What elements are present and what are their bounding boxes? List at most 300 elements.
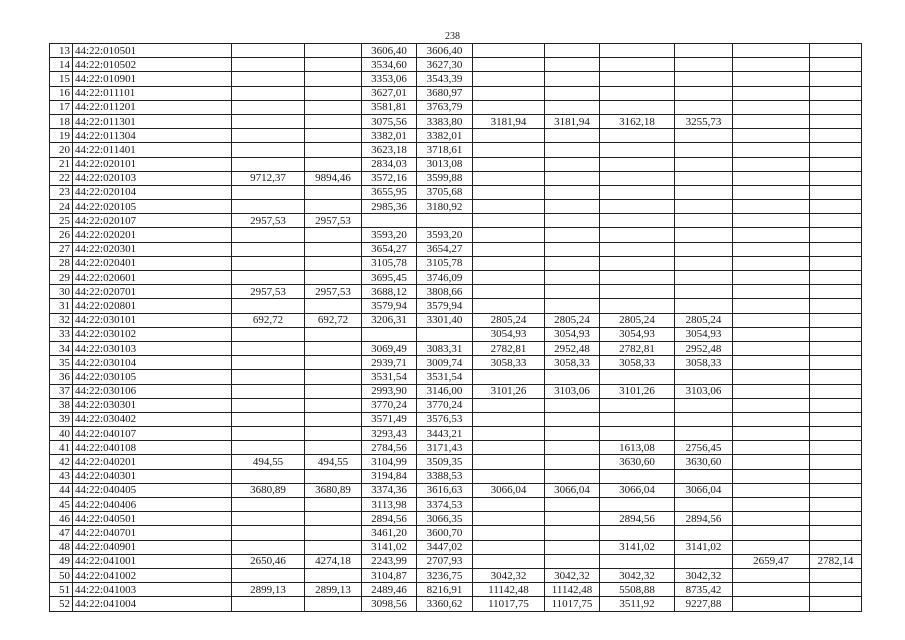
- value-cell: [473, 256, 545, 270]
- value-cell: [545, 58, 600, 72]
- value-cell: [417, 327, 473, 341]
- value-cell: 3627,30: [417, 58, 473, 72]
- cadastral-code: 44:22:020107: [73, 214, 232, 228]
- table-row: [50, 327, 862, 341]
- value-cell: [810, 441, 862, 455]
- cadastral-code: 44:22:041001: [73, 554, 232, 568]
- value-cell: 3009,74: [417, 356, 473, 370]
- value-cell: 494,55: [232, 455, 305, 469]
- value-cell: 2957,53: [232, 285, 305, 299]
- row-number: 20: [50, 143, 73, 157]
- value-cell: 3069,49: [362, 341, 417, 355]
- value-cell: 494,55: [305, 455, 362, 469]
- value-cell: [600, 58, 675, 72]
- table-row: [50, 568, 862, 582]
- value-cell: 3054,93: [600, 327, 675, 341]
- value-cell: 3141,02: [675, 540, 733, 554]
- value-cell: [545, 185, 600, 199]
- value-cell: [305, 370, 362, 384]
- cadastral-code: 44:22:020104: [73, 185, 232, 199]
- value-cell: [675, 171, 733, 185]
- value-cell: [232, 370, 305, 384]
- value-cell: 3616,63: [417, 483, 473, 497]
- value-cell: 3066,04: [545, 483, 600, 497]
- value-cell: 3531,54: [417, 370, 473, 384]
- table-row: [50, 498, 862, 512]
- row-number: 30: [50, 285, 73, 299]
- table-body: [50, 44, 862, 612]
- value-cell: [473, 498, 545, 512]
- value-cell: [675, 143, 733, 157]
- value-cell: 2899,13: [232, 583, 305, 597]
- value-cell: 3058,33: [675, 356, 733, 370]
- table-row: [50, 540, 862, 554]
- value-cell: 3374,36: [362, 483, 417, 497]
- value-cell: 3360,62: [417, 597, 473, 611]
- value-cell: [305, 114, 362, 128]
- value-cell: [810, 526, 862, 540]
- value-cell: 9227,88: [675, 597, 733, 611]
- cadastral-code: 44:22:030106: [73, 384, 232, 398]
- value-cell: [232, 100, 305, 114]
- value-cell: [600, 398, 675, 412]
- value-cell: [232, 72, 305, 86]
- value-cell: [600, 285, 675, 299]
- data-table: [49, 43, 862, 612]
- value-cell: 2707,93: [417, 554, 473, 568]
- cadastral-code: 44:22:040501: [73, 512, 232, 526]
- value-cell: 3058,33: [473, 356, 545, 370]
- table-row: [50, 171, 862, 185]
- value-cell: [675, 100, 733, 114]
- value-cell: [810, 256, 862, 270]
- value-cell: [733, 441, 810, 455]
- value-cell: 3113,98: [362, 498, 417, 512]
- row-number: 14: [50, 58, 73, 72]
- table-row: [50, 412, 862, 426]
- value-cell: [810, 185, 862, 199]
- value-cell: [473, 129, 545, 143]
- value-cell: [305, 185, 362, 199]
- cadastral-code: 44:22:041003: [73, 583, 232, 597]
- value-cell: [675, 498, 733, 512]
- row-number: 46: [50, 512, 73, 526]
- value-cell: [473, 412, 545, 426]
- value-cell: 3531,54: [362, 370, 417, 384]
- value-cell: [675, 370, 733, 384]
- value-cell: [600, 72, 675, 86]
- value-cell: [733, 526, 810, 540]
- value-cell: 3511,92: [600, 597, 675, 611]
- row-number: 24: [50, 200, 73, 214]
- row-number: 28: [50, 256, 73, 270]
- value-cell: [473, 285, 545, 299]
- value-cell: [675, 412, 733, 426]
- value-cell: [232, 356, 305, 370]
- cadastral-code: 44:22:011304: [73, 129, 232, 143]
- value-cell: 3098,56: [362, 597, 417, 611]
- table-row: [50, 526, 862, 540]
- value-cell: [600, 271, 675, 285]
- value-cell: [473, 540, 545, 554]
- table-row: [50, 58, 862, 72]
- value-cell: 3655,95: [362, 185, 417, 199]
- value-cell: [810, 384, 862, 398]
- value-cell: 3623,18: [362, 143, 417, 157]
- value-cell: 3083,31: [417, 341, 473, 355]
- value-cell: [810, 44, 862, 58]
- value-cell: 3579,94: [417, 299, 473, 313]
- value-cell: [232, 568, 305, 582]
- row-number: 48: [50, 540, 73, 554]
- cadastral-code: 44:22:040201: [73, 455, 232, 469]
- value-cell: [733, 129, 810, 143]
- value-cell: [473, 469, 545, 483]
- value-cell: 2957,53: [305, 214, 362, 228]
- value-cell: [545, 526, 600, 540]
- value-cell: [473, 228, 545, 242]
- value-cell: [675, 200, 733, 214]
- value-cell: [232, 256, 305, 270]
- value-cell: [232, 185, 305, 199]
- value-cell: [473, 455, 545, 469]
- row-number: 25: [50, 214, 73, 228]
- value-cell: 2782,81: [600, 341, 675, 355]
- value-cell: 3374,53: [417, 498, 473, 512]
- value-cell: 2952,48: [545, 341, 600, 355]
- value-cell: [600, 214, 675, 228]
- value-cell: 2756,45: [675, 441, 733, 455]
- value-cell: 3236,75: [417, 568, 473, 582]
- value-cell: [733, 398, 810, 412]
- value-cell: [232, 86, 305, 100]
- value-cell: 3353,06: [362, 72, 417, 86]
- row-number: 42: [50, 455, 73, 469]
- value-cell: [305, 384, 362, 398]
- value-cell: [305, 200, 362, 214]
- value-cell: 3808,66: [417, 285, 473, 299]
- value-cell: [473, 441, 545, 455]
- row-number: 22: [50, 171, 73, 185]
- value-cell: [600, 242, 675, 256]
- value-cell: [232, 299, 305, 313]
- value-cell: 3593,20: [362, 228, 417, 242]
- value-cell: [810, 214, 862, 228]
- value-cell: 3101,26: [473, 384, 545, 398]
- value-cell: [600, 228, 675, 242]
- value-cell: 2939,71: [362, 356, 417, 370]
- value-cell: [810, 398, 862, 412]
- value-cell: 3770,24: [362, 398, 417, 412]
- table-row: [50, 256, 862, 270]
- value-cell: [305, 568, 362, 582]
- value-cell: 1613,08: [600, 441, 675, 455]
- value-cell: [733, 356, 810, 370]
- value-cell: [600, 299, 675, 313]
- value-cell: 11142,48: [545, 583, 600, 597]
- value-cell: 3180,92: [417, 200, 473, 214]
- value-cell: [305, 299, 362, 313]
- value-cell: [733, 341, 810, 355]
- value-cell: [733, 157, 810, 171]
- value-cell: 3054,93: [545, 327, 600, 341]
- value-cell: [545, 256, 600, 270]
- value-cell: [305, 86, 362, 100]
- cadastral-code: 44:22:010502: [73, 58, 232, 72]
- value-cell: [305, 427, 362, 441]
- value-cell: [733, 285, 810, 299]
- value-cell: [545, 143, 600, 157]
- value-cell: [545, 157, 600, 171]
- table-row: [50, 72, 862, 86]
- cadastral-code: 44:22:040108: [73, 441, 232, 455]
- table-row: [50, 341, 862, 355]
- value-cell: [810, 100, 862, 114]
- row-number: 26: [50, 228, 73, 242]
- value-cell: [232, 498, 305, 512]
- table-row: [50, 597, 862, 611]
- value-cell: 3103,06: [545, 384, 600, 398]
- value-cell: [473, 526, 545, 540]
- value-cell: [733, 327, 810, 341]
- value-cell: [675, 256, 733, 270]
- value-cell: 3293,43: [362, 427, 417, 441]
- cadastral-code: 44:22:030402: [73, 412, 232, 426]
- row-number: 18: [50, 114, 73, 128]
- value-cell: 11017,75: [473, 597, 545, 611]
- value-cell: [810, 271, 862, 285]
- table-row: [50, 86, 862, 100]
- value-cell: [810, 228, 862, 242]
- value-cell: 3382,01: [417, 129, 473, 143]
- value-cell: [733, 58, 810, 72]
- value-cell: [232, 44, 305, 58]
- value-cell: [473, 427, 545, 441]
- value-cell: [473, 271, 545, 285]
- row-number: 51: [50, 583, 73, 597]
- value-cell: [600, 256, 675, 270]
- value-cell: [305, 242, 362, 256]
- cadastral-code: 44:22:040405: [73, 483, 232, 497]
- row-number: 38: [50, 398, 73, 412]
- value-cell: 3630,60: [600, 455, 675, 469]
- value-cell: [675, 242, 733, 256]
- value-cell: [545, 44, 600, 58]
- cadastral-code: 44:22:030104: [73, 356, 232, 370]
- row-number: 40: [50, 427, 73, 441]
- value-cell: 2659,47: [733, 554, 810, 568]
- value-cell: 3042,32: [600, 568, 675, 582]
- value-cell: 3599,88: [417, 171, 473, 185]
- cadastral-code: 44:22:020105: [73, 200, 232, 214]
- value-cell: [305, 498, 362, 512]
- value-cell: 3627,01: [362, 86, 417, 100]
- value-cell: [305, 469, 362, 483]
- value-cell: [232, 412, 305, 426]
- value-cell: 3042,32: [473, 568, 545, 582]
- value-cell: [545, 370, 600, 384]
- value-cell: [810, 341, 862, 355]
- value-cell: [600, 157, 675, 171]
- table-row: [50, 583, 862, 597]
- value-cell: 2243,99: [362, 554, 417, 568]
- value-cell: 3746,09: [417, 271, 473, 285]
- cadastral-code: 44:22:030101: [73, 313, 232, 327]
- value-cell: [232, 512, 305, 526]
- cadastral-code: 44:22:020401: [73, 256, 232, 270]
- value-cell: 3141,02: [600, 540, 675, 554]
- value-cell: 3600,70: [417, 526, 473, 540]
- table-row: [50, 157, 862, 171]
- value-cell: [733, 469, 810, 483]
- value-cell: 3576,53: [417, 412, 473, 426]
- value-cell: [545, 554, 600, 568]
- table-row: [50, 427, 862, 441]
- table-row: [50, 129, 862, 143]
- value-cell: [810, 412, 862, 426]
- value-cell: [545, 129, 600, 143]
- value-cell: 2899,13: [305, 583, 362, 597]
- value-cell: [733, 412, 810, 426]
- value-cell: [810, 469, 862, 483]
- value-cell: 3695,45: [362, 271, 417, 285]
- table-row: [50, 228, 862, 242]
- value-cell: [810, 483, 862, 497]
- value-cell: [545, 455, 600, 469]
- cadastral-code: 44:22:041004: [73, 597, 232, 611]
- value-cell: [305, 597, 362, 611]
- value-cell: [600, 554, 675, 568]
- cadastral-code: 44:22:030102: [73, 327, 232, 341]
- value-cell: [675, 72, 733, 86]
- value-cell: [305, 271, 362, 285]
- value-cell: [305, 512, 362, 526]
- value-cell: [305, 327, 362, 341]
- value-cell: 3194,84: [362, 469, 417, 483]
- row-number: 44: [50, 483, 73, 497]
- value-cell: [810, 313, 862, 327]
- value-cell: 2894,56: [600, 512, 675, 526]
- value-cell: [733, 214, 810, 228]
- table-row: [50, 285, 862, 299]
- value-cell: 2784,56: [362, 441, 417, 455]
- value-cell: 2985,36: [362, 200, 417, 214]
- value-cell: 692,72: [305, 313, 362, 327]
- table-row: [50, 512, 862, 526]
- row-number: 41: [50, 441, 73, 455]
- page-number: 238: [445, 31, 460, 42]
- value-cell: 9712,37: [232, 171, 305, 185]
- value-cell: [733, 44, 810, 58]
- value-cell: 3770,24: [417, 398, 473, 412]
- value-cell: [733, 72, 810, 86]
- value-cell: [545, 228, 600, 242]
- value-cell: [600, 171, 675, 185]
- value-cell: 2805,24: [473, 313, 545, 327]
- value-cell: [810, 597, 862, 611]
- row-number: 37: [50, 384, 73, 398]
- value-cell: 3042,32: [545, 568, 600, 582]
- value-cell: 3680,97: [417, 86, 473, 100]
- value-cell: [733, 455, 810, 469]
- value-cell: 692,72: [232, 313, 305, 327]
- value-cell: [545, 469, 600, 483]
- row-number: 43: [50, 469, 73, 483]
- value-cell: [675, 214, 733, 228]
- value-cell: [600, 44, 675, 58]
- value-cell: 2952,48: [675, 341, 733, 355]
- value-cell: [305, 228, 362, 242]
- value-cell: [733, 228, 810, 242]
- value-cell: 3705,68: [417, 185, 473, 199]
- cadastral-code: 44:22:020701: [73, 285, 232, 299]
- value-cell: [600, 100, 675, 114]
- value-cell: 4274,18: [305, 554, 362, 568]
- value-cell: [473, 185, 545, 199]
- value-cell: [600, 185, 675, 199]
- value-cell: [810, 327, 862, 341]
- value-cell: 3058,33: [600, 356, 675, 370]
- value-cell: 3181,94: [545, 114, 600, 128]
- value-cell: [545, 214, 600, 228]
- value-cell: [733, 384, 810, 398]
- value-cell: [362, 214, 417, 228]
- value-cell: [733, 114, 810, 128]
- value-cell: [810, 455, 862, 469]
- value-cell: [675, 285, 733, 299]
- value-cell: [733, 299, 810, 313]
- value-cell: [305, 143, 362, 157]
- value-cell: [675, 427, 733, 441]
- value-cell: [810, 498, 862, 512]
- row-number: 27: [50, 242, 73, 256]
- value-cell: 3509,35: [417, 455, 473, 469]
- cadastral-code: 44:22:030301: [73, 398, 232, 412]
- value-cell: 3654,27: [417, 242, 473, 256]
- value-cell: 3058,33: [545, 356, 600, 370]
- cadastral-code: 44:22:020601: [73, 271, 232, 285]
- value-cell: [733, 498, 810, 512]
- value-cell: 3066,04: [600, 483, 675, 497]
- value-cell: [810, 129, 862, 143]
- value-cell: [232, 242, 305, 256]
- value-cell: [545, 441, 600, 455]
- value-cell: [600, 469, 675, 483]
- value-cell: [810, 512, 862, 526]
- value-cell: [733, 427, 810, 441]
- value-cell: [232, 157, 305, 171]
- value-cell: [545, 498, 600, 512]
- value-cell: 3103,06: [675, 384, 733, 398]
- table-row: [50, 455, 862, 469]
- value-cell: 3572,16: [362, 171, 417, 185]
- value-cell: [600, 526, 675, 540]
- row-number: 50: [50, 568, 73, 582]
- value-cell: [675, 271, 733, 285]
- value-cell: [473, 100, 545, 114]
- value-cell: [545, 86, 600, 100]
- value-cell: 3255,73: [675, 114, 733, 128]
- cadastral-code: 44:22:011201: [73, 100, 232, 114]
- value-cell: [473, 72, 545, 86]
- row-number: 35: [50, 356, 73, 370]
- row-number: 34: [50, 341, 73, 355]
- value-cell: 2894,56: [362, 512, 417, 526]
- cadastral-code: 44:22:011401: [73, 143, 232, 157]
- value-cell: 3718,61: [417, 143, 473, 157]
- value-cell: [733, 370, 810, 384]
- value-cell: [545, 512, 600, 526]
